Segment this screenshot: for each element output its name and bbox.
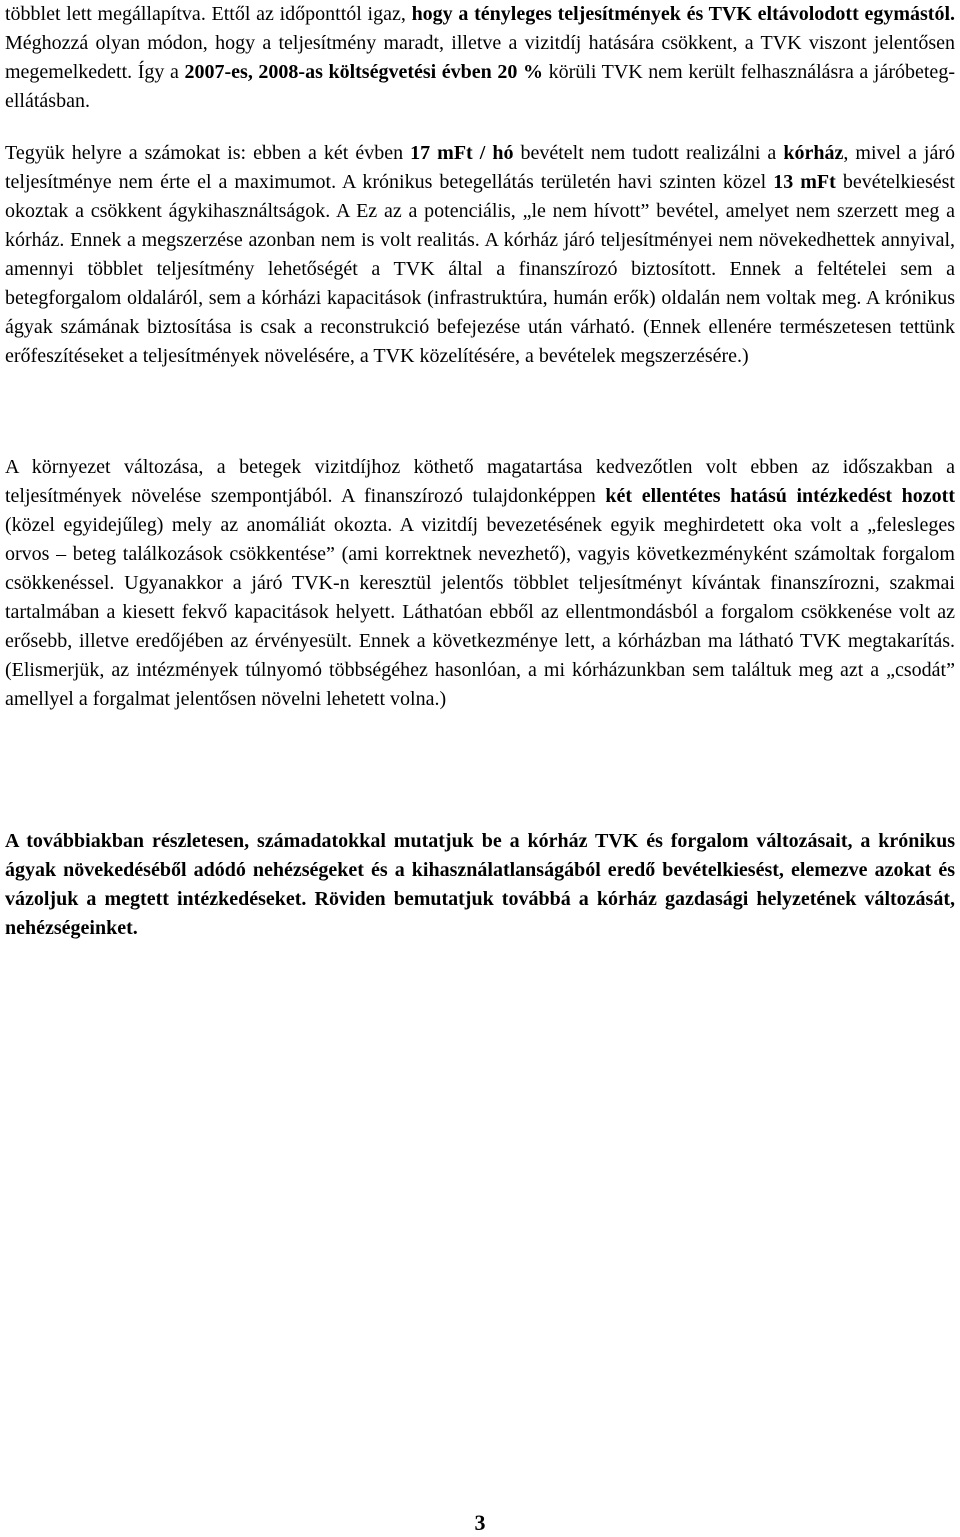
document-page	[5, 0, 955, 1537]
paragraph-4-summary	[5, 827, 955, 943]
paragraph-1	[5, 0, 955, 116]
p1-text-1: többlet lett megállapítva. Ettől az időponttól igaz,	[5, 3, 412, 25]
p2-bold-3: 13 mFt	[773, 171, 836, 193]
p2-text-3: , mivel a járó teljesítménye nem érte el a maximumot. A krónikus betegellátás területén havi szinten közel	[5, 142, 955, 193]
p2-bold-1: 17 mFt / hó	[410, 142, 514, 164]
p2-text-1: Tegyük helyre a számokat is: ebben a két évben	[5, 142, 411, 164]
paragraph-3	[5, 453, 955, 714]
p1-bold-1: hogy a tényleges teljesítmények és TVK eltávolodott egymástól.	[411, 3, 956, 25]
p3-text-2: (közel egyidejűleg) mely az anomáliát okozta. A vizitdíj bevezetésének egyik meghirdetett oka volt a „felesleges orvos – beteg találkozások csökkentése” (ami korrektnek nevezhető), vagyis következményként számoltak forgalom csökkenéssel. Ugyanakkor a járó TVK-n keresztül jelentős többlet teljesítményt kívántak finanszírozni, szakmai tartalmában a kiesett fekvő kapacitások helyett. Láthatóan ebből az ellentmondásból a forgalom csökkenése volt az erősebb, illetve eredőjében az érvényesült. Ennek a következménye lett, a kórházban ma látható TVK megtakarítás. (Elismerjük, az intézmények túlnyomó többségéhez hasonlóan, a mi kórházunkban sem találtuk meg azt a „csodát” amellyel a forgalmat jelentősen növelni lehetett volna.)	[5, 514, 955, 710]
p1-text-2: Méghozzá olyan módon, hogy a teljesítmény maradt, illetve a vizitdíj hatására csökkent, a TVK viszont jelentősen megemelkedett. Így a	[5, 32, 955, 83]
page-number: 3	[474, 1510, 486, 1535]
p3-bold-1: két ellentétes hatású intézkedést hozott	[605, 485, 955, 507]
p2-text-2: bevételt nem tudott realizálni a	[513, 142, 784, 164]
p1-text-3: körüli TVK nem került felhasználásra a járóbeteg-ellátásban.	[5, 61, 955, 112]
p4-text-1: A továbbiakban részletesen, számadatokkal mutatjuk be a kórház TVK és forgalom változásait, a krónikus ágyak növekedéséből adódó nehézségeket és a kihasználatlanságából eredő bevételkiesést, elemezve azokat és vázoljuk a megtett intézkedéseket. Röviden bemutatjuk továbbá a kórház gazdasági helyzetének változását, nehézségeinket.	[5, 830, 955, 939]
p2-bold-2: kórház	[783, 142, 844, 164]
paragraph-2	[5, 139, 955, 371]
p1-bold-2: 2007-es, 2008-as költségvetési évben 20 %	[184, 61, 543, 83]
p2-text-4: bevételkiesést okoztak a csökkent ágykihasználtságok. A Ez az a potenciális, „le nem hívott” bevétel, amelyet nem szerzett meg a kórház. Ennek a megszerzése azonban nem is volt realitás. A kórház járó teljesítményei nem növekedhettek annyival, amennyi többlet teljesítmény lehetőségét a TVK által a finanszírozó biztosított. Ennek a feltételei sem a betegforgalom oldaláról, sem a kórházi kapacitások (infrastruktúra, humán erők) oldalán nem voltak meg. A krónikus ágyak számának biztosítása is csak a reconstrukció befejezése után várható. (Ennek ellenére természetesen tettünk erőfeszítéseket a teljesítmények növelésére, a TVK közelítésére, a bevételek megszerzésére.)	[5, 171, 955, 367]
p3-text-1: A környezet változása, a betegek vizitdíjhoz köthető magatartása kedvezőtlen volt ebben az időszakban a teljesítmények növelése szempontjából. A finanszírozó tulajdonképpen	[5, 456, 955, 507]
